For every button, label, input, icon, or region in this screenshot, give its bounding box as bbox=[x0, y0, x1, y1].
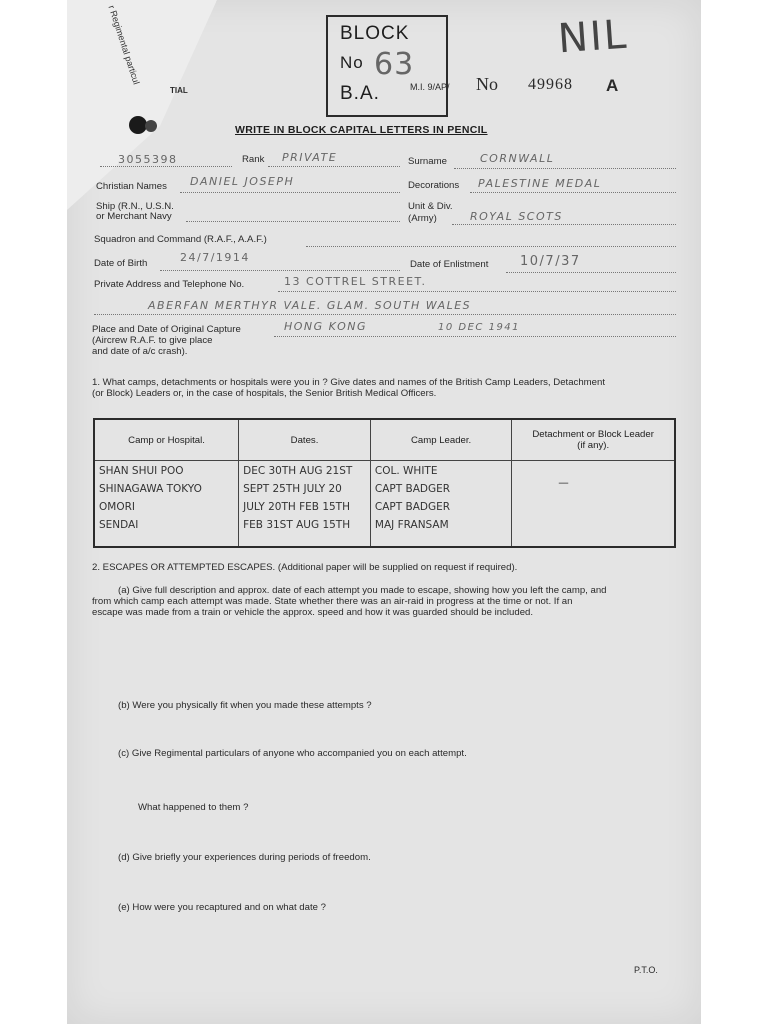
rank-label: Rank bbox=[242, 154, 265, 165]
dob-value: 24/7/1914 bbox=[180, 251, 250, 264]
capture-label-1: Place and Date of Original Capture bbox=[92, 324, 241, 335]
table-row: MAJ FRANSAM bbox=[374, 519, 449, 531]
capture-line bbox=[274, 336, 676, 337]
christian-names-value: DANIEL JOSEPH bbox=[190, 175, 295, 188]
decorations-value: PALESTINE MEDAL bbox=[478, 177, 602, 190]
table-row: SEPT 25TH JULY 20 bbox=[243, 483, 342, 495]
form-ref: M.I. 9/AP/ bbox=[410, 82, 450, 92]
capture-label-3: and date of a/c crash). bbox=[92, 346, 188, 357]
table-row: DEC 30TH AUG 21ST bbox=[243, 465, 353, 477]
dates-cell bbox=[239, 461, 371, 548]
enlistment-value: 10/7/37 bbox=[520, 254, 581, 269]
nil-mark: NIL bbox=[556, 11, 630, 63]
squadron-line bbox=[306, 246, 676, 247]
table-row: — bbox=[558, 477, 569, 489]
table-row: COL. WHITE bbox=[374, 465, 438, 477]
surname-label: Surname bbox=[408, 156, 447, 167]
question-2a-line2: from which camp each attempt was made. State whether there was an air-raid in progress at the time or not. If an bbox=[92, 596, 573, 607]
address-line-1 bbox=[278, 291, 676, 292]
camp-cell bbox=[94, 461, 239, 548]
fold-text-2: TIAL bbox=[170, 86, 188, 95]
dob-line bbox=[160, 270, 400, 271]
decorations-label: Decorations bbox=[408, 180, 460, 191]
table-row: JULY 20TH FEB 15TH bbox=[243, 501, 350, 513]
question-2a-line3: escape was made from a train or vehicle the approx. speed and how it was guarded should be included. bbox=[92, 607, 534, 618]
ship-label-1: Ship (R.N., U.S.N. bbox=[96, 201, 174, 212]
table-row: CAPT BADGER bbox=[374, 501, 451, 513]
section2-heading: 2. ESCAPES OR ATTEMPTED ESCAPES. (Additional paper will be supplied on request if required). bbox=[92, 562, 518, 573]
serial-suffix: A bbox=[606, 76, 619, 95]
capture-date: 10 DEC 1941 bbox=[438, 322, 521, 333]
table-row: SHINAGAWA TOKYO bbox=[99, 483, 202, 495]
camps-table-body bbox=[94, 461, 675, 548]
ship-label-2: or Merchant Navy bbox=[96, 211, 172, 222]
block-no-label: No bbox=[340, 53, 364, 72]
table-row: SENDAI bbox=[99, 519, 139, 531]
col-detachment: Detachment or Block Leader (if any). bbox=[512, 419, 675, 461]
table-row: SHAN SHUI POO bbox=[99, 465, 184, 477]
block-label: BLOCK bbox=[340, 23, 410, 44]
col-camp: Camp or Hospital. bbox=[94, 419, 239, 461]
unit-value: ROYAL SCOTS bbox=[470, 210, 563, 223]
surname-line bbox=[454, 168, 676, 169]
question-2c: (c) Give Regimental particulars of anyone who accompanied you on each attempt. bbox=[118, 748, 467, 759]
capture-place: HONG KONG bbox=[284, 320, 368, 333]
block-number: 63 bbox=[374, 47, 415, 82]
address-value-2: ABERFAN MERTHYR VALE. GLAM. SOUTH WALES bbox=[148, 299, 472, 312]
col-dates: Dates. bbox=[239, 419, 371, 461]
christian-names-label: Christian Names bbox=[96, 181, 167, 192]
serial-number: 49968 bbox=[528, 76, 573, 93]
question-2c-followup: What happened to them ? bbox=[138, 802, 249, 813]
rank-line bbox=[268, 166, 400, 167]
question-2a-line1: (a) Give full description and approx. date of each attempt you made to escape, showing how you left the camp, and bbox=[118, 585, 607, 596]
fold-text: r Regimental particul bbox=[106, 4, 142, 86]
form-title: WRITE IN BLOCK CAPITAL LETTERS IN PENCIL bbox=[235, 124, 488, 136]
question-2d: (d) Give briefly your experiences during periods of freedom. bbox=[118, 852, 371, 863]
serial-no-label: No bbox=[476, 74, 498, 94]
section1-question-2: (or Block) Leaders or, in the case of hospitals, the Senior British Medical Officers. bbox=[92, 388, 437, 399]
block-number-box bbox=[326, 15, 448, 117]
question-2e: (e) How were you recaptured and on what date ? bbox=[118, 902, 326, 913]
col-leader: Camp Leader. bbox=[370, 419, 511, 461]
detachment-cell bbox=[512, 461, 675, 548]
pin-icon bbox=[118, 112, 164, 140]
capture-label-2: (Aircrew R.A.F. to give place bbox=[92, 335, 213, 346]
unit-label-1: Unit & Div. bbox=[408, 201, 453, 212]
table-row: CAPT BADGER bbox=[374, 483, 451, 495]
address-line-2 bbox=[94, 314, 676, 315]
enlistment-label: Date of Enlistment bbox=[410, 259, 489, 270]
address-value-1: 13 COTTREL STREET. bbox=[284, 275, 427, 288]
enlistment-line bbox=[506, 272, 676, 273]
section1-question-1: 1. What camps, detachments or hospitals were you in ? Give dates and names of the British Camp Leaders, Detachment bbox=[92, 377, 605, 388]
table-row: FEB 31ST AUG 15TH bbox=[243, 519, 351, 531]
address-label: Private Address and Telephone No. bbox=[94, 279, 245, 290]
army-number-value: 3055398 bbox=[118, 153, 178, 166]
rank-value: PRIVATE bbox=[282, 151, 338, 164]
unit-line bbox=[452, 224, 676, 225]
ba-label: B.A. bbox=[340, 83, 380, 104]
pto-label: P.T.O. bbox=[634, 965, 658, 975]
unit-label-2: (Army) bbox=[408, 213, 437, 224]
decorations-line bbox=[470, 192, 676, 193]
camps-table bbox=[93, 418, 676, 548]
table-row: OMORI bbox=[99, 501, 135, 513]
surname-value: CORNWALL bbox=[480, 152, 555, 165]
camps-table-header bbox=[94, 419, 675, 461]
army-number-line bbox=[100, 166, 232, 167]
dob-label: Date of Birth bbox=[94, 258, 148, 269]
squadron-label: Squadron and Command (R.A.F., A.A.F.) bbox=[94, 234, 267, 245]
question-2b: (b) Were you physically fit when you made these attempts ? bbox=[118, 700, 372, 711]
leader-cell bbox=[370, 461, 511, 548]
christian-names-line bbox=[180, 192, 400, 193]
ship-line bbox=[186, 221, 400, 222]
